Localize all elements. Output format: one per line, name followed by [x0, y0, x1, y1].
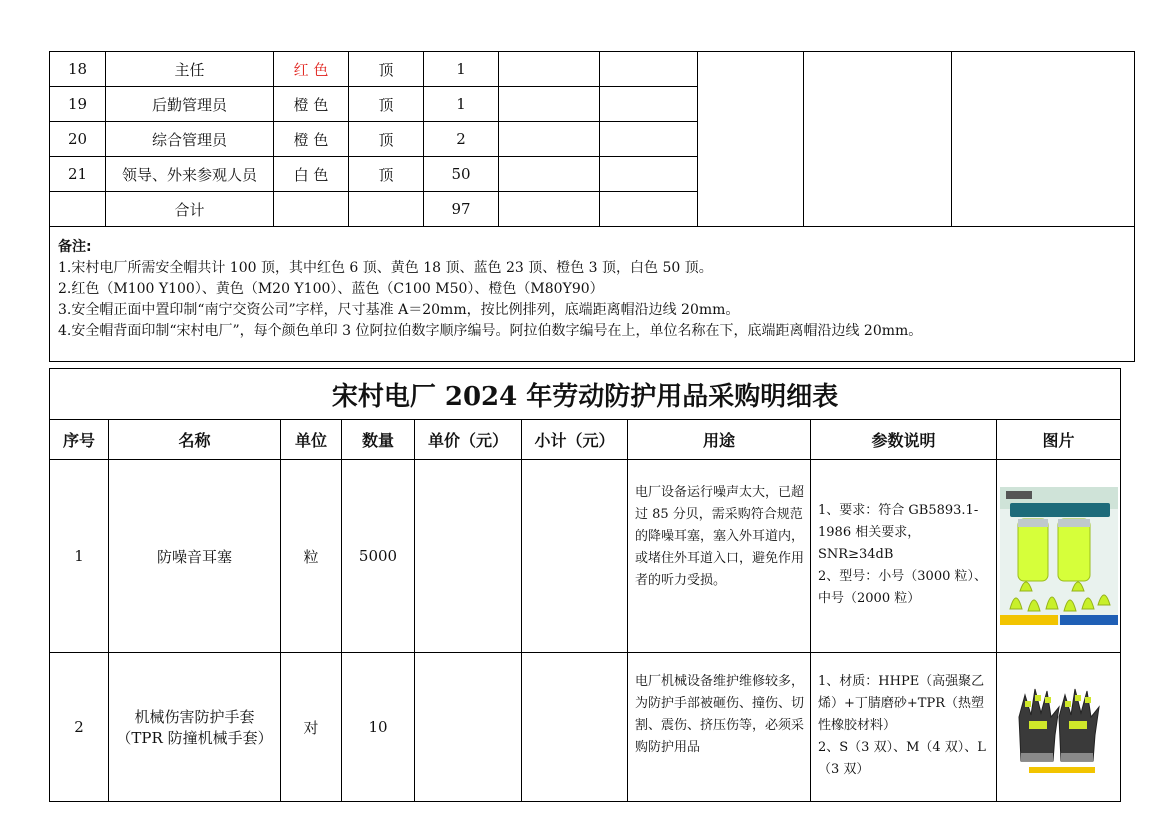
blank-cell — [274, 192, 349, 227]
col-header-no: 序号 — [50, 420, 109, 460]
param-line: 2、型号：小号（3000 粒）、中号（2000 粒） — [818, 569, 987, 606]
blank-cell — [600, 52, 698, 87]
item-price — [415, 653, 522, 802]
header-row — [50, 420, 1121, 460]
col-header-params: 参数说明 — [811, 420, 997, 460]
blank-cell — [499, 87, 600, 122]
item-unit: 粒 — [281, 460, 342, 653]
row-unit: 顶 — [349, 87, 424, 122]
row-color: 橙 色 — [274, 122, 349, 157]
row-no: 19 — [50, 87, 106, 122]
row-name: 后勤管理员 — [106, 87, 274, 122]
row-qty: 1 — [424, 52, 499, 87]
blank-cell — [600, 122, 698, 157]
item-price — [415, 460, 522, 653]
item-use: 电厂设备运行噪声太大，已超过 85 分贝，需采购符合规范的降噪耳塞，塞入外耳道内，或堵住外耳道入口，避免作用者的听力受损。 — [628, 460, 811, 653]
row-color: 白 色 — [274, 157, 349, 192]
row-color: 红 色 — [274, 52, 349, 87]
table-row — [50, 460, 1121, 653]
item-subtotal — [522, 653, 628, 802]
item-name-line: （TPR 防撞机械手套） — [116, 729, 273, 747]
item-no: 1 — [50, 460, 109, 653]
item-no: 2 — [50, 653, 109, 802]
item-params — [811, 460, 997, 653]
row-unit: 顶 — [349, 52, 424, 87]
notes-line: 2.红色（M100 Y100）、黄色（M20 Y100）、蓝色（C100 M50）、橙色（M80Y90） — [58, 281, 604, 297]
col-header-name: 名称 — [109, 420, 281, 460]
notes-cell — [50, 227, 1135, 362]
row-name: 主任 — [106, 52, 274, 87]
item-name: 防噪音耳塞 — [109, 460, 281, 653]
param-line: 1、材质：HHPE（高强聚乙烯）+丁腈磨砂+TPR（热塑性橡胶材料） — [818, 674, 985, 733]
blank-cell — [804, 52, 952, 227]
item-subtotal — [522, 460, 628, 653]
row-qty: 1 — [424, 87, 499, 122]
col-header-price: 单价（元） — [415, 420, 522, 460]
item-unit: 对 — [281, 653, 342, 802]
col-header-unit: 单位 — [281, 420, 342, 460]
item-name — [109, 653, 281, 802]
row-no: 21 — [50, 157, 106, 192]
glove-photo-icon — [1009, 677, 1109, 777]
notes-line: 1.宋村电厂所需安全帽共计 100 顶，其中红色 6 顶、黄色 18 顶、蓝色 23 顶、橙色 3 顶，白色 50 顶。 — [58, 260, 713, 276]
col-header-use: 用途 — [628, 420, 811, 460]
earplug-image — [997, 460, 1121, 653]
row-no: 20 — [50, 122, 106, 157]
item-qty: 10 — [342, 653, 415, 802]
blank-cell — [600, 157, 698, 192]
col-header-qty: 数量 — [342, 420, 415, 460]
blank-cell — [499, 157, 600, 192]
blank-cell — [600, 192, 698, 227]
row-qty: 50 — [424, 157, 499, 192]
purchase-table — [49, 368, 1121, 802]
blank-cell — [499, 122, 600, 157]
item-name-line: 机械伤害防护手套 — [134, 708, 255, 726]
row-no: 18 — [50, 52, 106, 87]
notes-line: 4.安全帽背面印制“宋村电厂”，每个颜色单印 3 位阿拉伯数字顺序编号。阿拉伯数字编号在上，单位名称在下，底端距离帽沿边线 20mm。 — [58, 323, 923, 339]
row-unit: 顶 — [349, 157, 424, 192]
table-row — [50, 653, 1121, 802]
blank-cell — [50, 192, 106, 227]
param-line: 2、S（3 双）、M（4 双）、L（3 双） — [818, 740, 986, 777]
blank-cell — [349, 192, 424, 227]
table-row — [50, 52, 1135, 87]
blank-cell — [952, 52, 1135, 227]
row-unit: 顶 — [349, 122, 424, 157]
blank-cell — [499, 52, 600, 87]
purchase-title: 宋村电厂 2024 年劳动防护用品采购明细表 — [50, 369, 1121, 420]
item-use: 电厂机械设备维护维修较多，为防护手部被砸伤、撞伤、切割、震伤、挤压伤等，必须采购防护用品 — [628, 653, 811, 802]
notes-line: 3.安全帽正面中置印制“南宁交资公司”字样，尺寸基准 A＝20mm，按比例排列，底端距离帽沿边线 20mm。 — [58, 302, 740, 318]
blank-cell — [499, 192, 600, 227]
notes-title: 备注: — [58, 239, 92, 255]
row-color: 橙 色 — [274, 87, 349, 122]
total-qty: 97 — [424, 192, 499, 227]
col-header-subtotal: 小计（元） — [522, 420, 628, 460]
glove-image — [997, 653, 1121, 802]
param-line: 1、要求：符合 GB5893.1-1986 相关要求，SNR≥34dB — [818, 503, 979, 562]
earplug-photo-icon — [1000, 487, 1118, 625]
blank-cell — [698, 52, 804, 227]
item-params — [811, 653, 997, 802]
row-qty: 2 — [424, 122, 499, 157]
total-label: 合计 — [106, 192, 274, 227]
helmet-table — [49, 51, 1135, 362]
row-name: 综合管理员 — [106, 122, 274, 157]
notes-row — [50, 227, 1135, 362]
col-header-image: 图片 — [997, 420, 1121, 460]
item-qty: 5000 — [342, 460, 415, 653]
blank-cell — [600, 87, 698, 122]
row-name: 领导、外来参观人员 — [106, 157, 274, 192]
